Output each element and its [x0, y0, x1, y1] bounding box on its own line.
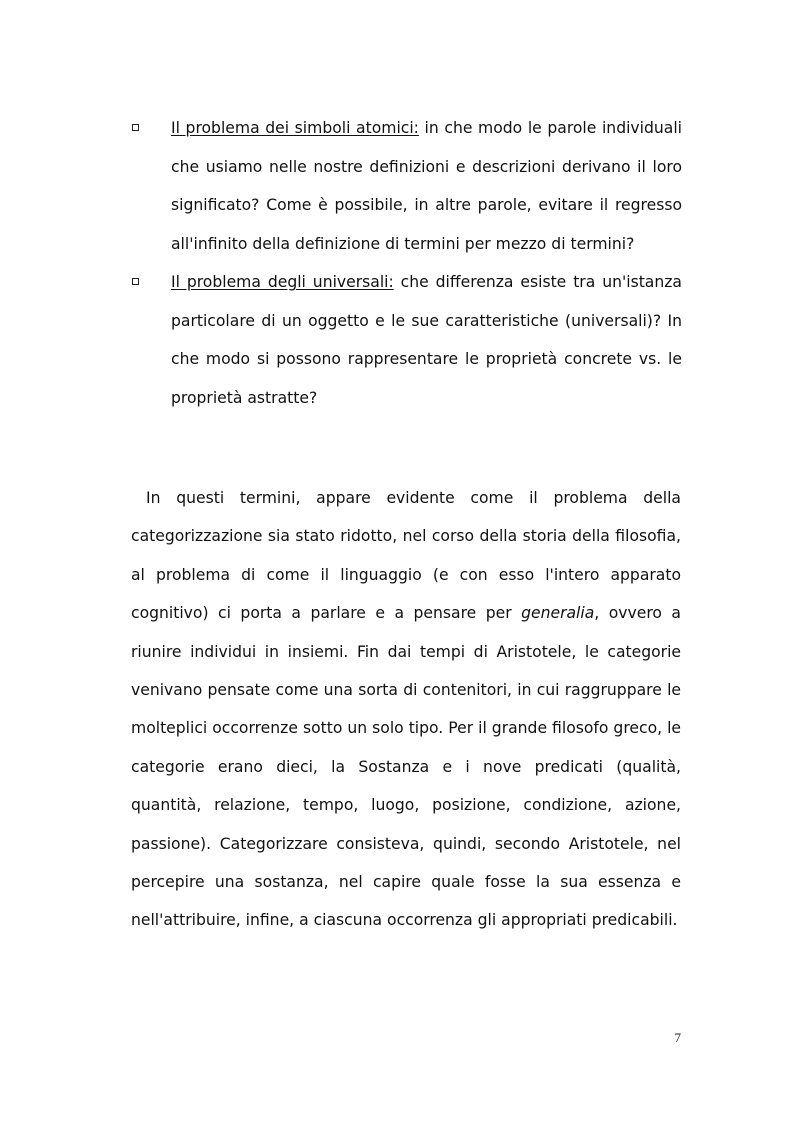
paragraph-text-end: , ovvero a riunire individui in insiemi. Fin dai tempi di Aristotele, le categorie venivano pensate come una sorta di contenitori, in cui raggruppare le molteplici occorrenze sotto un solo tipo. Per il grande filosofo greco, le categorie erano dieci, la Sostanza e i nove predicati (qualità, quantità, relazione, tempo, luogo, posizione, condizione, azione, passione). Categorizzare consisteva, quindi, secondo Aristotele, nel percepire una sostanza, nel capire quale fosse la sua essenza e nell'attribuire, infine, a ciascuna occorrenza gli appropriati predicabili.	[131, 604, 681, 930]
bullet-list	[130, 109, 682, 417]
page-number: 7	[674, 1030, 681, 1045]
bullet-title: Il problema dei simboli atomici:	[171, 119, 419, 137]
bullet-item-atomic-symbols	[130, 109, 682, 263]
square-bullet-icon	[132, 278, 139, 285]
body-paragraph	[131, 479, 681, 940]
bullet-title: Il problema degli universali:	[171, 273, 394, 291]
paragraph-italic-term: generalia	[521, 604, 595, 623]
bullet-item-universals	[130, 263, 682, 417]
paragraph-text-start: In questi termini, appare evidente come il problema della categorizzazione sia stato ridotto, nel corso della storia della filosofia, al problema di come il linguaggio (e con esso l'intero apparato cognitivo) ci porta a parlare e a pensare per	[131, 489, 681, 623]
bullet-text: che differenza esiste tra un'istanza particolare di un oggetto e le sue caratteristiche (universali)? In che modo si possono rappresentare le proprietà concrete vs. le proprietà astratte?	[171, 273, 682, 407]
square-bullet-icon	[132, 124, 139, 131]
bullet-text: in che modo le parole individuali che usiamo nelle nostre definizioni e descrizioni derivano il loro significato? Come è possibile, in altre parole, evitare il regresso all'infinito della definizione di termini per mezzo di termini?	[171, 119, 682, 253]
